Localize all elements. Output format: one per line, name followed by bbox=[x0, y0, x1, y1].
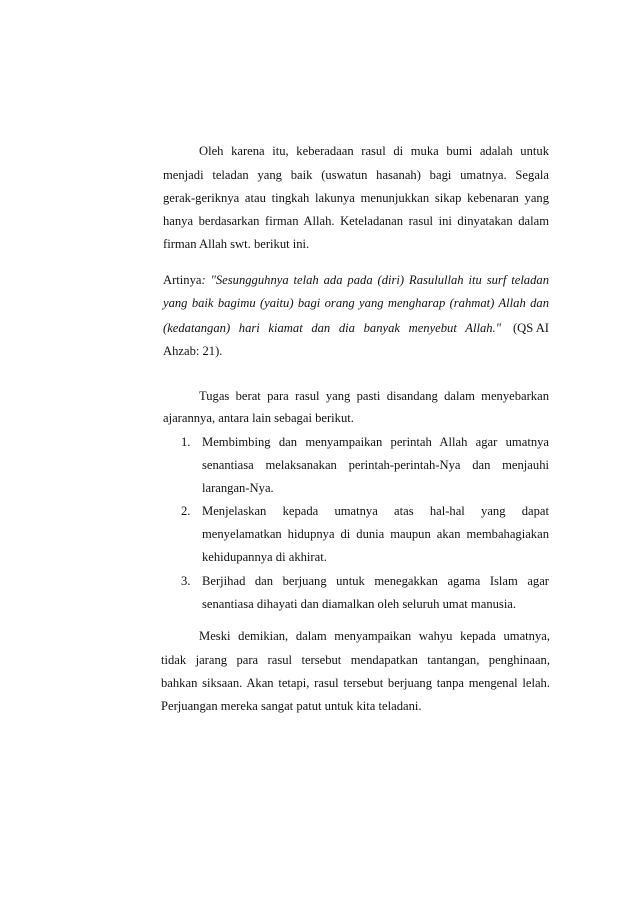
verse-text: (kedatangan) hari kiamat dan dia banyak menyebut Allah." bbox=[163, 321, 501, 335]
list-line: menyelamatkan hidupnya di dunia maupun akan membahagiakan bbox=[202, 527, 549, 541]
verse-reference: Ahzab: 21). bbox=[163, 344, 223, 358]
list-line: senantiasa dihayati dan diamalkan oleh seluruh umat manusia. bbox=[202, 597, 517, 611]
list-line: kehidupannya di akhirat. bbox=[202, 550, 327, 564]
paragraph-line: Meski demikian, dalam menyampaikan wahyu kepada umatnya, bbox=[199, 629, 550, 643]
list-line: Membimbing dan menyampaikan perintah Allah agar umatnya bbox=[202, 435, 549, 449]
verse-line: yang baik bagimu (yaitu) bagi orang yang mengharap (rahmat) Allah dan bbox=[163, 296, 549, 310]
verse-line bbox=[163, 272, 549, 288]
list-number: 3. bbox=[181, 574, 191, 588]
list-line: senantiasa melaksanakan perintah-perintah-Nya dan menjauhi bbox=[202, 458, 549, 472]
paragraph-line: hanya berdasarkan firman Allah. Keteladanan rasul ini dinyatakan dalam bbox=[163, 214, 549, 228]
paragraph-line: bahkan siksaan. Akan tetapi, rasul tersebut berjuang tanpa mengenal lelah. bbox=[161, 676, 550, 690]
list-line: Menjelaskan kepada umatnya atas hal-hal yang dapat bbox=[202, 504, 549, 518]
verse-line bbox=[163, 320, 549, 336]
list-line: larangan-Nya. bbox=[202, 481, 274, 495]
paragraph-line: firman Allah swt. berikut ini. bbox=[163, 237, 310, 251]
paragraph-line: ajarannya, antara lain sebagai berikut. bbox=[163, 411, 354, 425]
verse-label: Artinya bbox=[163, 273, 202, 287]
verse-text: : "Sesungguhnya telah ada pada (diri) Rasulullah itu surf teladan bbox=[201, 273, 549, 287]
verse-reference: (QS AI bbox=[512, 321, 549, 335]
paragraph-line: tidak jarang para rasul tersebut mendapatkan tantangan, penghinaan, bbox=[161, 653, 550, 667]
paragraph-line: menjadi teladan yang baik (uswatun hasanah) bagi umatnya. Segala bbox=[163, 168, 549, 182]
list-number: 2. bbox=[181, 504, 191, 518]
paragraph-line: gerak-geriknya atau tingkah lakunya menunjukkan sikap kebenaran yang bbox=[163, 191, 549, 205]
paragraph-line: Perjuangan mereka sangat patut untuk kita teladani. bbox=[161, 699, 422, 713]
list-number: 1. bbox=[181, 435, 191, 449]
paragraph-line: Tugas berat para rasul yang pasti disandang dalam menyebarkan bbox=[199, 389, 549, 403]
list-line: Berjihad dan berjuang untuk menegakkan agama Islam agar bbox=[202, 574, 549, 588]
paragraph-line: Oleh karena itu, keberadaan rasul di muka bumi adalah untuk bbox=[199, 144, 549, 158]
